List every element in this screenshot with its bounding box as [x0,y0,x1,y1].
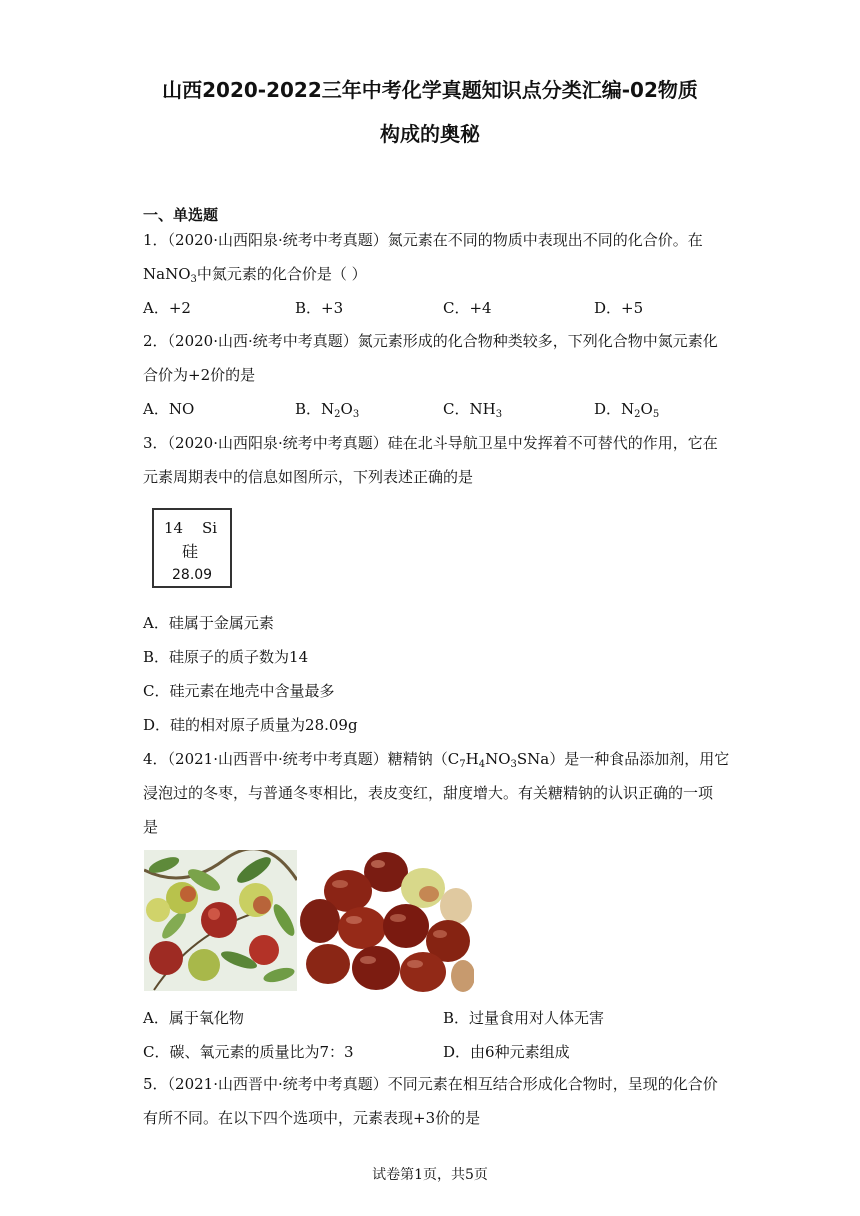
q3-option-b[interactable]: B．硅原子的质子数为14 [143,648,309,666]
document-title-line2: 构成的奥秘 [380,122,480,146]
q1-stem-line1: 1．（2020·山西阳泉·统考中考真题）氮元素在不同的物质中表现出不同的化合价。在 [143,231,703,249]
q1-option-a[interactable]: A．+2 [143,299,191,317]
q2-stem-line1: 2．（2020·山西·统考中考真题）氮元素形成的化合物种类较多，下列化合物中氮元素化 [143,332,718,350]
q4-option-c[interactable]: C．碳、氧元素的质量比为7：3 [143,1043,354,1061]
q4-option-d[interactable]: D．由6种元素组成 [443,1043,570,1061]
section-heading: 一、单选题 [143,206,219,224]
q2-option-b[interactable]: B．$N_2O_3$ [295,400,360,420]
q4-option-a[interactable]: A．属于氧化物 [143,1009,244,1027]
element-symbol: Si [202,519,218,537]
q3-stem-line2: 元素周期表中的信息如图所示，下列表述正确的是 [143,468,474,486]
q4-stem-line2: 浸泡过的冬枣，与普通冬枣相比，表皮变红，甜度增大。有关糖精钠的认识正确的一项 [143,784,714,802]
q1-stem-line2: NaNO$_3$中氮元素的化合价是（ ） [143,265,367,285]
element-atomic-mass: 28.09 [172,567,213,583]
document-title-line1: 山西2020-2022三年中考化学真题知识点分类汇编-02物质 [162,78,698,102]
q1-option-b[interactable]: B．+3 [295,299,344,317]
q1-option-c[interactable]: C．+4 [443,299,492,317]
periodic-table-element-card [152,508,232,588]
q2-stem-line2: 合价为+2价的是 [143,366,256,384]
q3-option-d[interactable]: D．硅的相对原子质量为28.09g [143,716,358,734]
element-name: 硅 [182,542,199,561]
q1-option-d[interactable]: D．+5 [594,299,644,317]
q2-option-a[interactable]: A．NO [143,400,195,418]
q3-stem-line1: 3．（2020·山西阳泉·统考中考真题）硅在北斗导航卫星中发挥着不可替代的作用，它在 [143,434,718,452]
q4-stem-line3: 是 [143,818,159,836]
q5-stem-line1: 5．（2021·山西晋中·统考中考真题）不同元素在相互结合形成化合物时，呈现的化合价 [143,1075,718,1093]
page-footer: 试卷第1页，共5页 [372,1167,488,1183]
q4-stem-line1: 4．（2021·山西晋中·统考中考真题）糖精钠$(C_7H_4NO_3SNa)$是一种食品添加剂，用它 [143,750,730,770]
q5-stem-line2: 有所不同。在以下四个选项中，元素表现+3价的是 [143,1109,481,1127]
q2-option-c[interactable]: C．$NH_3$ [443,400,503,420]
element-atomic-number: 14 [164,519,184,537]
jujube-pile-photo [298,846,474,996]
q2-option-d[interactable]: D．$N_2O_5$ [594,400,660,420]
q3-option-c[interactable]: C．硅元素在地壳中含量最多 [143,682,335,700]
q4-option-b[interactable]: B．过量食用对人体无害 [443,1009,605,1027]
jujube-tree-photo [144,850,297,991]
q3-option-a[interactable]: A．硅属于金属元素 [143,614,274,632]
